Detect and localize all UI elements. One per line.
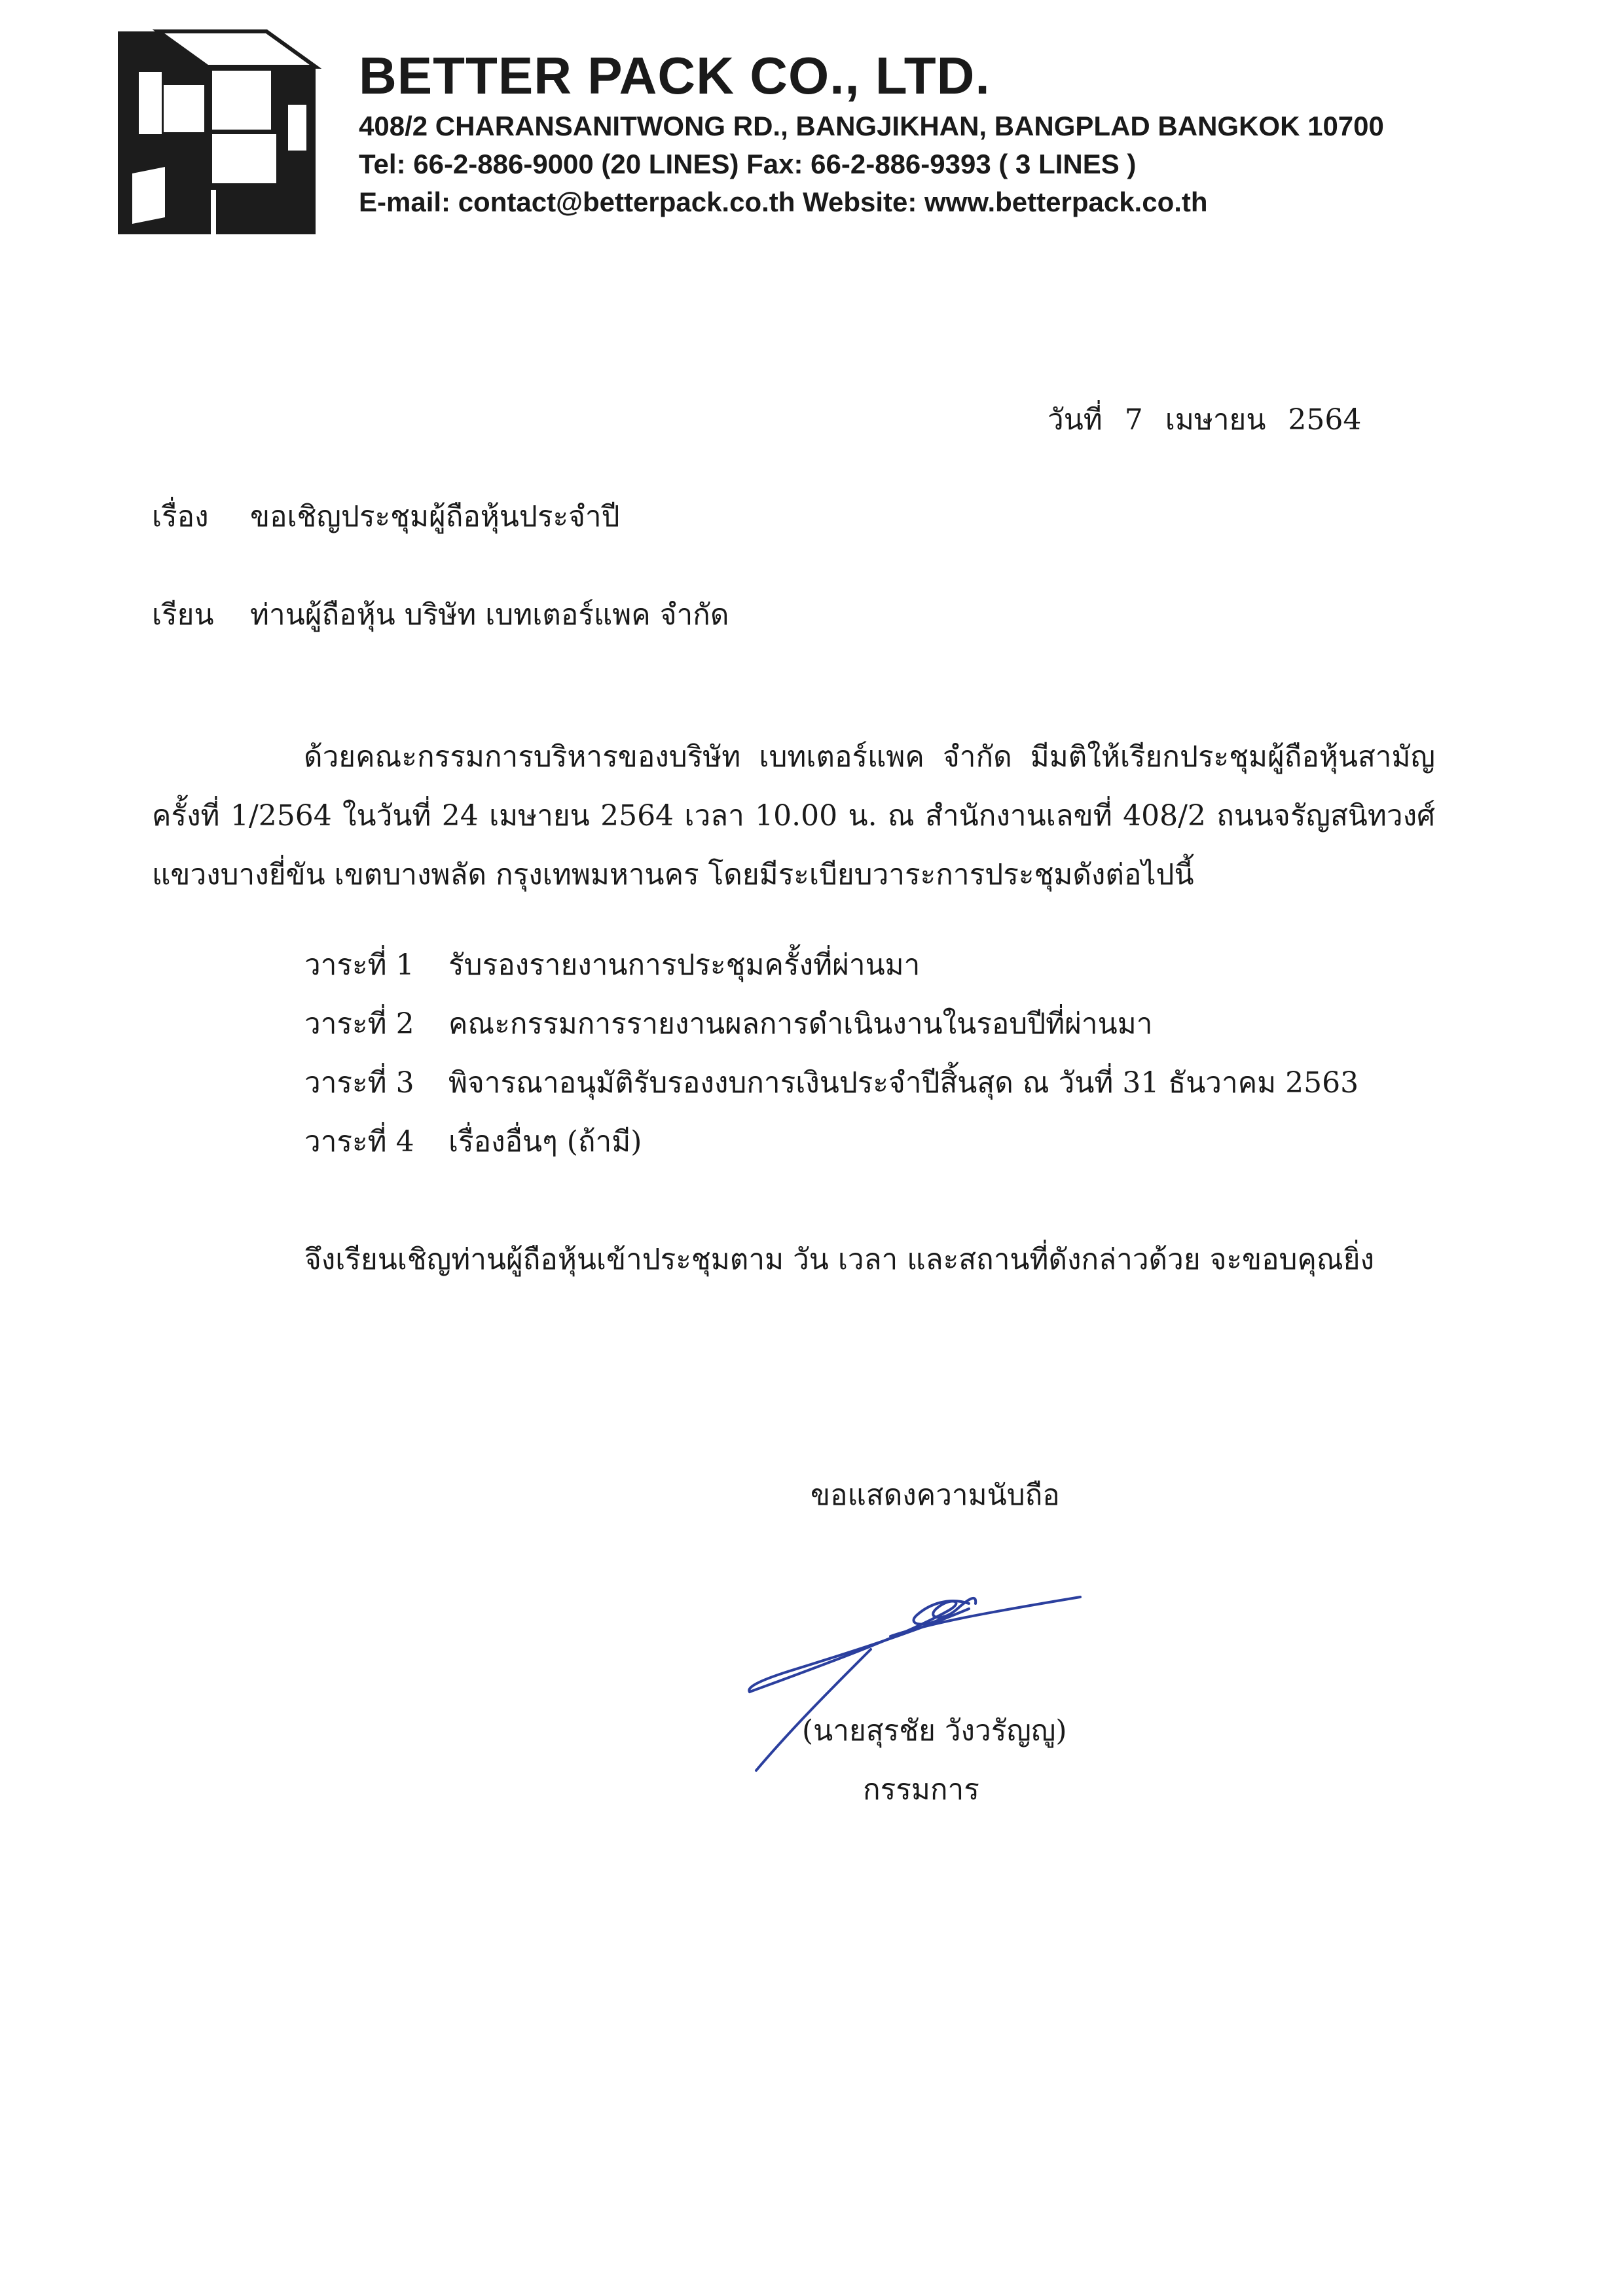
date-day: 7 <box>1124 403 1143 437</box>
agenda-list <box>304 936 1359 1172</box>
better-pack-bp-logo <box>113 26 322 236</box>
body-line-3: แขวงบางยี่ขัน เขตบางพลัด กรุงเทพมหานคร โดยมีระเบียบวาระการประชุมดังต่อไปนี้ <box>152 858 1194 891</box>
body-paragraph <box>152 728 1435 905</box>
subject-line <box>152 497 620 537</box>
regards-text: ขอแสดงความนับถือ <box>811 1479 1060 1512</box>
agenda-number: วาระที่ 2 <box>304 1007 414 1041</box>
recipient-text: ท่านผู้ถือหุ้น บริษัท เบทเตอร์แพค จำกัด <box>250 598 729 632</box>
subject-text: ขอเชิญประชุมผู้ถือหุ้นประจำปี <box>250 500 620 533</box>
letter-date <box>1048 401 1361 440</box>
date-month: เมษายน <box>1165 403 1266 437</box>
agenda-number: วาระที่ 3 <box>304 1066 414 1100</box>
company-phone-fax: Tel: 66-2-886-9000 (20 LINES) Fax: 66-2-886-9393 ( 3 LINES ) <box>359 149 1137 179</box>
recipient-label: เรียน <box>152 598 214 632</box>
company-email-website: E-mail: contact@betterpack.co.th Website: www.betterpack.co.th <box>359 187 1208 217</box>
company-address: 408/2 CHARANSANITWONG RD., BANGJIKHAN, BANGPLAD BANGKOK 10700 <box>359 111 1384 141</box>
company-header <box>359 45 1384 221</box>
signer-name: (นายสุรชัย วังวรัญญู) <box>802 1714 1067 1748</box>
closing-sentence: จึงเรียนเชิญท่านผู้ถือหุ้นเข้าประชุมตาม วัน เวลา และสถานที่ดังกล่าวด้วย จะขอบคุณยิ่ง <box>304 1243 1374 1276</box>
body-line-1: ด้วยคณะกรรมการบริหารของบริษัท เบทเตอร์แพค จำกัด มีมติให้เรียกประชุมผู้ถือหุ้นสามัญ <box>304 740 1435 774</box>
agenda-item <box>304 936 1359 995</box>
date-year: 2564 <box>1288 403 1362 437</box>
agenda-number: วาระที่ 1 <box>304 948 414 982</box>
agenda-item <box>304 1054 1359 1113</box>
agenda-text: รับรองรายงานการประชุมครั้งที่ผ่านมา <box>448 948 921 982</box>
agenda-text: เรื่องอื่นๆ (ถ้ามี) <box>448 1125 642 1158</box>
agenda-number: วาระที่ 4 <box>304 1125 414 1158</box>
agenda-item <box>304 995 1359 1054</box>
signer-position: กรรมการ <box>863 1773 979 1806</box>
agenda-text: พิจารณาอนุมัติรับรองงบการเงินประจำปีสิ้นสุด ณ วันที่ 31 ธันวาคม 2563 <box>448 1066 1359 1100</box>
agenda-text: คณะกรรมการรายงานผลการดำเนินงานในรอบปีที่ผ่านมา <box>448 1007 1153 1041</box>
body-line-2: ครั้งที่ 1/2564 ในวันที่ 24 เมษายน 2564 เวลา 10.00 น. ณ สำนักงานเลขที่ 408/2 ถนนจรัญสนิทวงศ์ <box>152 799 1435 833</box>
date-label: วันที่ <box>1048 403 1103 437</box>
subject-label: เรื่อง <box>152 500 209 533</box>
agenda-item <box>304 1113 1359 1172</box>
company-name: BETTER PACK CO., LTD. <box>359 46 991 105</box>
recipient-line <box>152 596 729 635</box>
